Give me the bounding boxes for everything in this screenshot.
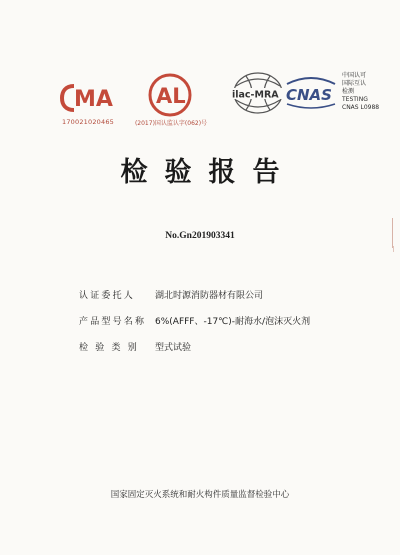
- cnas-line: 中国认可: [342, 72, 367, 79]
- test-type-label: 检 验 类 别: [79, 343, 139, 353]
- product-label: 产品型号名称: [79, 317, 147, 327]
- cnas-logo-text: CNAS: [286, 86, 332, 104]
- cnas-line: TESTING: [342, 96, 368, 104]
- cnas-logo: [285, 74, 337, 110]
- report-info-table: [79, 288, 310, 366]
- info-row-client: [79, 288, 310, 314]
- cma-logo: [60, 80, 116, 116]
- issuing-organization: 国家固定灭火系统和耐火构件质量监督检验中心: [110, 490, 290, 500]
- report-title: 检验报告: [120, 157, 297, 188]
- ilac-mra-logo: [228, 68, 288, 124]
- product-value: 6%(AFFF、-17℃)-耐海水/泡沫灭火剂: [155, 317, 311, 327]
- report-number: No.Gn201903341: [165, 231, 235, 241]
- info-row-product: [79, 314, 310, 340]
- cma-number: 170021020465: [61, 118, 115, 126]
- cnas-accreditation-text: [342, 72, 379, 112]
- ilac-mra-text: ilac-MRA: [232, 89, 279, 101]
- cma-logo-text: MA: [74, 87, 113, 112]
- cal-number: (2017)国认监认字(062)号: [134, 120, 208, 127]
- stamp-edge-mark: [392, 218, 399, 248]
- cnas-line: CNAS L0988: [342, 104, 380, 112]
- cnas-line: 国际互认: [342, 80, 367, 88]
- test-type-value: 型式试验: [155, 343, 192, 353]
- client-value: 湖北时源消防器材有限公司: [155, 291, 264, 301]
- cal-logo: [147, 72, 193, 118]
- cal-logo-text: AL: [156, 84, 186, 108]
- info-row-test-type: [79, 340, 310, 366]
- stamp-edge-mark: [393, 246, 398, 252]
- cnas-line: 检测: [342, 88, 355, 96]
- client-label: 认证委托人: [79, 291, 136, 301]
